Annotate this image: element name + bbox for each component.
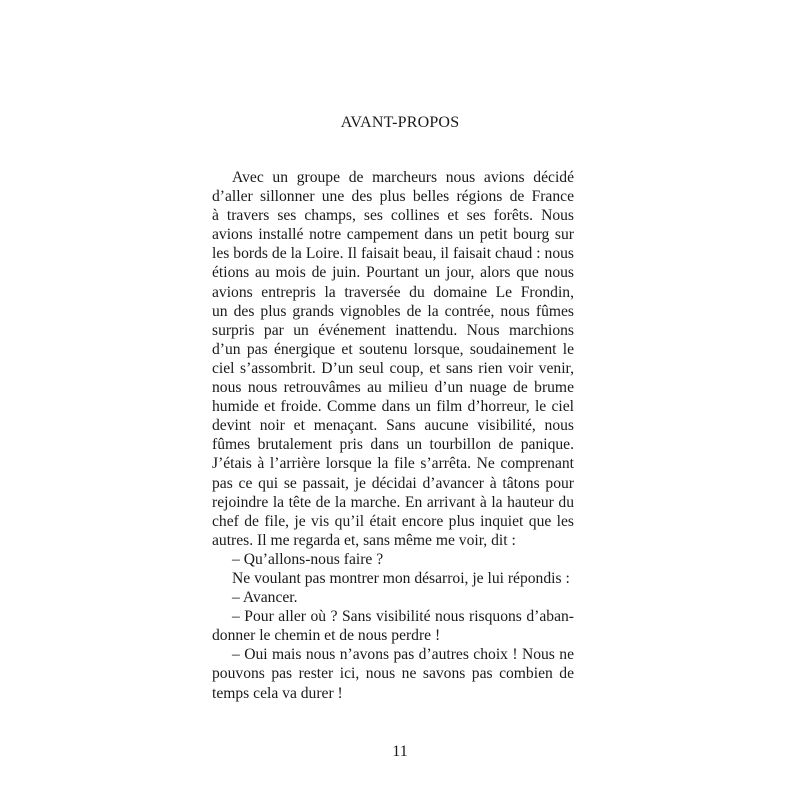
text-line: étions au mois de juin. Pourtant un jour, alors que nous (212, 264, 574, 282)
text-line: d’un pas énergique et soutenu lorsque, soudainement le (212, 340, 574, 358)
text-line: avions installé notre campement dans un petit bourg sur (212, 226, 574, 244)
text-line: – Oui mais nous n’avons pas d’autres choix ! Nous ne (232, 646, 574, 664)
text-line: fûmes brutalement pris dans un tourbillon de panique. (212, 436, 574, 454)
text-line: rejoindre la tête de la marche. En arrivant à la hauteur du (212, 493, 574, 511)
text-line: ciel s’assombrit. D’un seul coup, et sans rien voir venir, (212, 359, 574, 377)
text-line: devint noir et menaçant. Sans aucune visibilité, nous (212, 417, 574, 435)
text-line: les bords de la Loire. Il faisait beau, il faisait chaud : nous (212, 245, 574, 263)
page-number: 11 (392, 743, 408, 760)
text-line: autres. Il me regarda et, sans même me voir, dit : (212, 531, 516, 549)
text-line: nous nous retrouvâmes au milieu d’un nuage de brume (212, 379, 574, 397)
text-line: d’aller sillonner une des plus belles régions de France (212, 188, 574, 206)
text-line: avions entrepris la traversée du domaine Le Frondin, (212, 283, 574, 301)
text-line: humide et froide. Comme dans un film d’horreur, le ciel (212, 398, 574, 416)
text-line: – Avancer. (232, 589, 298, 607)
text-line: donner le chemin et de nous perdre ! (212, 627, 441, 645)
text-line: pas ce qui se passait, je décidai d’avancer à tâtons pour (212, 474, 574, 492)
text-line: chef de file, je vis qu’il était encore plus inquiet que les (212, 512, 574, 530)
text-line: temps cela va durer ! (212, 684, 343, 702)
text-line: à travers ses champs, ses collines et ses forêts. Nous (212, 207, 574, 225)
text-line: un des plus grands vignobles de la contrée, nous fûmes (212, 302, 574, 320)
text-line: – Pour aller où ? Sans visibilité nous risquons d’aban- (232, 608, 574, 626)
text-line: – Qu’allons-nous faire ? (232, 550, 384, 568)
text-line: J’étais à l’arrière lorsque la file s’arrêta. Ne comprenant (212, 455, 574, 473)
text-line: Ne voulant pas montrer mon désarroi, je lui répondis : (232, 569, 570, 587)
text-line: Avec un groupe de marcheurs nous avions décidé (232, 169, 574, 186)
text-line: surpris par un événement inattendu. Nous marchions (212, 321, 574, 339)
body-text (212, 168, 574, 703)
page-title: AVANT-PROPOS (340, 114, 460, 131)
text-line: pouvons pas rester ici, nous ne savons pas combien de (212, 665, 574, 683)
